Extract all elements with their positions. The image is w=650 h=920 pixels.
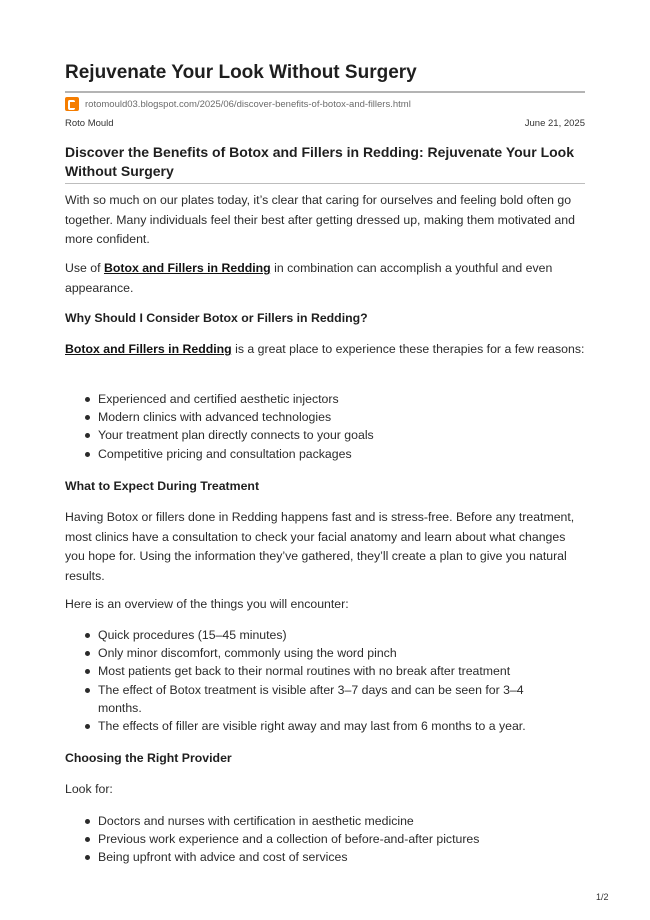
treatment-paragraph: Having Botox or fillers done in Redding happens fast and is stress-free. Before any treatment, most clinics have a consultation to check your facial anatomy and learn about what changes you hope for. Using the information they’ve gathered, they’ll create a plan to give you natural results.	[65, 510, 575, 583]
title-divider	[65, 91, 585, 93]
section-heading-expect: What to Expect During Treatment	[65, 479, 260, 493]
list-item: The effect of Botox treatment is visible after 3–7 days and can be seen for 3–4 months.	[65, 681, 585, 717]
publish-date: June 21, 2025	[524, 118, 585, 129]
heading-divider	[65, 183, 585, 184]
source-row	[65, 96, 411, 112]
list-item: Your treatment plan directly connects to your goals	[65, 426, 585, 444]
overview-paragraph: Here is an overview of the things you will encounter:	[65, 597, 349, 611]
paragraph-text: Use of	[65, 261, 104, 275]
look-for-paragraph: Look for:	[65, 782, 113, 796]
intro-paragraph: With so much on our plates today, it’s clear that caring for ourselves and feeling bold often go together. Many individuals feel their best after getting dressed up, making them motivated and more confident.	[65, 193, 575, 246]
list-item: Experienced and certified aesthetic injectors	[65, 390, 585, 408]
blogger-icon	[65, 97, 79, 111]
page-title: Rejuvenate Your Look Without Surgery	[65, 62, 417, 83]
page-number: 1/2	[596, 892, 609, 902]
paragraph-text: in combination can accomplish a youthful and even appearance.	[65, 261, 553, 295]
list-item: Doctors and nurses with certification in aesthetic medicine	[65, 812, 585, 830]
botox-fillers-link[interactable]: Botox and Fillers in Redding	[65, 342, 232, 356]
botox-fillers-link[interactable]: Botox and Fillers in Redding	[103, 261, 271, 275]
author-name: Roto Mould	[65, 118, 114, 129]
reasons-list	[65, 390, 585, 463]
list-item: Quick procedures (15–45 minutes)	[65, 626, 585, 644]
list-item: Only minor discomfort, commonly using the word pinch	[65, 644, 585, 662]
list-item: The effects of filler are visible right away and may last from 6 months to a year.	[65, 717, 585, 735]
section-heading-provider: Choosing the Right Provider	[65, 751, 232, 765]
section-heading-why: Why Should I Consider Botox or Fillers in Redding?	[65, 311, 368, 325]
look-for-list	[65, 812, 585, 867]
paragraph-reasons	[65, 340, 585, 360]
list-item: Being upfront with advice and cost of services	[65, 848, 585, 866]
source-url[interactable]: rotomould03.blogspot.com/2025/06/discover-benefits-of-botox-and-fillers.html	[85, 98, 411, 110]
expect-list	[65, 626, 585, 735]
list-item: Previous work experience and a collection of before-and-after pictures	[65, 830, 585, 848]
list-item: Competitive pricing and consultation packages	[65, 445, 585, 463]
article-heading: Discover the Benefits of Botox and Fillers in Redding: Rejuvenate Your Look Without Surgery	[65, 144, 575, 179]
list-item: Modern clinics with advanced technologies	[65, 408, 585, 426]
paragraph-combination	[65, 259, 585, 298]
list-item: Most patients get back to their normal routines with no break after treatment	[65, 662, 585, 680]
paragraph-text: is a great place to experience these therapies for a few reasons:	[231, 342, 585, 356]
